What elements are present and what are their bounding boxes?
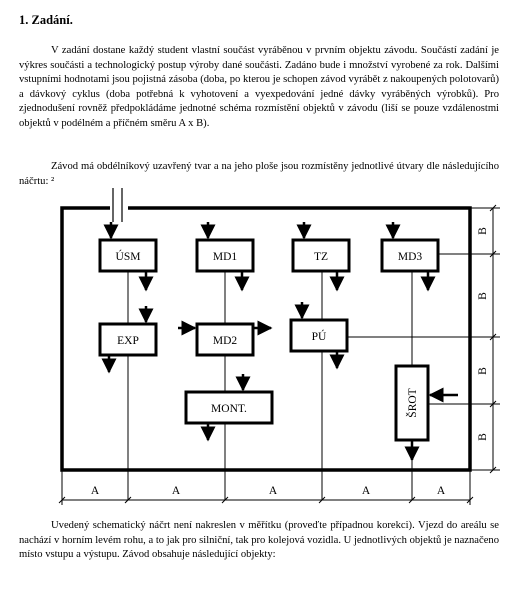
dimension-label-b3: B: [477, 367, 489, 375]
object-md1: [197, 240, 253, 271]
dimension-label-a4: A: [361, 485, 371, 497]
dimension-label-a1: A: [90, 485, 100, 497]
entrance-tracks: [113, 188, 122, 222]
object-usm: [100, 240, 156, 271]
dimension-label-b1: B: [477, 227, 489, 235]
object-srot: [396, 366, 428, 440]
object-pu-label: PÚ: [311, 331, 327, 343]
section-heading: 1. Zadání.: [19, 13, 73, 27]
object-mont-label: MONT.: [211, 403, 247, 415]
object-exp: [100, 324, 156, 355]
object-tz: [293, 240, 349, 271]
dimension-chain-a: [59, 470, 473, 505]
grid-lines: [128, 240, 500, 500]
object-tz-label: TZ: [313, 251, 329, 263]
object-md1-label: MD1: [212, 251, 238, 263]
closing-paragraph: Uvedený schematický náčrt není nakreslen v měřítku (proveďte případnou korekci). Vjezd do areálu se nachází v horním levém rohu, a to jak pro silniční, tak pro kolejová vozidla. U jednotlivých objektů je naznačeno místo vstupu a výstupu. Závod obsahuje následující objekty:: [19, 520, 499, 561]
object-md3-label: MD3: [397, 251, 423, 263]
object-srot-label: ŠROT: [407, 388, 419, 418]
dimension-label-a5: A: [436, 485, 446, 497]
object-md3: [382, 240, 438, 271]
object-md2-label: MD2: [212, 335, 238, 347]
dimension-chain-b: [470, 205, 500, 473]
object-usm-label: ÚSM: [115, 251, 141, 263]
layout-paragraph: Závod má obdélníkový uzavřený tvar a na jeho ploše jsou rozmístěny jednotlivé útvary dle následujícího náčrtu: ²: [19, 161, 499, 187]
dimension-label-a3: A: [268, 485, 278, 497]
dimension-label-b2: B: [477, 292, 489, 300]
object-mont: [186, 392, 272, 423]
object-exp-label: EXP: [117, 335, 139, 347]
dimension-label-b4: B: [477, 433, 489, 441]
dimension-label-a2: A: [171, 485, 181, 497]
object-md2: [197, 324, 253, 355]
object-pu: [291, 320, 347, 351]
intro-paragraph: V zadání dostane každý student vlastní součást vyráběnou v prvním objektu závodu. Součástí zadání je výkres součásti a technologický postup výroby dané součásti. Zadáno bude i množství vyrobené za rok. Dalšími vstupními hodnotami jsou pojistná zásoba (doba, po kterou je schopen závod vyrábět z nakoupených polotovarů) a dávkový cyklus (doba potřebná k vyhotovení a vyexpedování jedné dávky vyráběných výrobků). Pro zjednodušení rovněž předpokládáme jednotné schéma rozmístění objektů v závodu (liší se pouze vzdálenostmi objektů v podélném a příčném směru A x B).: [19, 45, 499, 129]
